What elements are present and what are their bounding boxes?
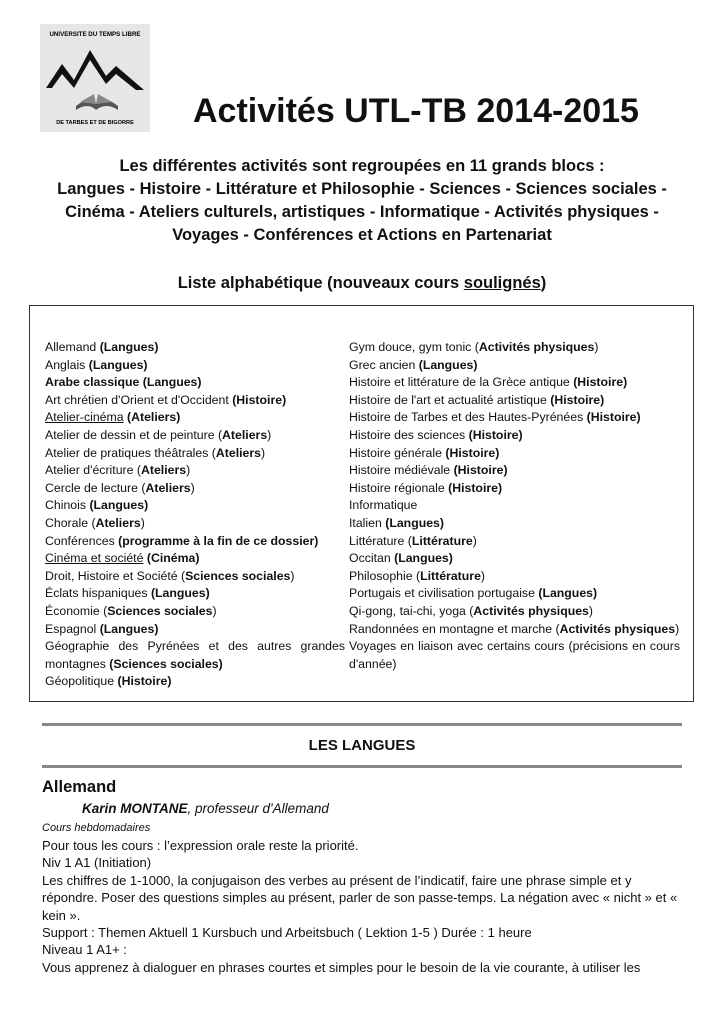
activity-item: Histoire générale (Histoire) <box>349 445 500 460</box>
description-line: Support : Themen Aktuell 1 Kursbuch und Arbeitsbuch ( Lektion 1-5 ) Durée : 1 heure <box>42 925 532 941</box>
course-heading: Allemand <box>42 778 117 796</box>
activity-item: Atelier de dessin et de peinture (Ateliers) <box>45 427 272 442</box>
section-rule-top <box>42 723 682 726</box>
course-frequency: Cours hebdomadaires <box>42 822 151 834</box>
section-rule-bottom <box>42 765 682 768</box>
description-line: Pour tous les cours : l’expression orale reste la priorité. <box>42 838 359 853</box>
activity-item: Informatique <box>349 498 418 513</box>
activities-right-column <box>349 339 680 673</box>
activity-item: Géopolitique (Histoire) <box>45 674 172 689</box>
activity-item: Chorale (Ateliers) <box>45 515 145 530</box>
page-title: Activités UTL-TB 2014-2015 <box>193 92 639 130</box>
activity-item: Histoire de l'art et actualité artistique (Histoire) <box>349 392 605 407</box>
logo-bottom-text: DE TARBES ET DE BIGORRE <box>56 120 134 126</box>
activity-item: Éclats hispaniques (Langues) <box>45 586 210 601</box>
description-line: Niveau 1 A1+ : <box>42 942 127 958</box>
activity-item: Allemand (Langues) <box>45 340 159 354</box>
activity-item: Qi-gong, tai-chi, yoga (Activités physiques) <box>349 603 594 618</box>
activity-item: Atelier d'écriture (Ateliers) <box>45 463 191 478</box>
activities-box <box>29 305 694 702</box>
intro-lead: Les différentes activités sont regroupées en 11 grands blocs : <box>119 157 605 175</box>
intro-blocks: Langues - Histoire - Littérature et Philosophie - Sciences - Sciences sociales - Cinéma - Ateliers culturels, artistiques - Informatique - Activités physiques - Voyages - Conférences et Actions en Partenariat <box>57 180 667 244</box>
activity-item: Histoire et littérature de la Grèce antique (Histoire) <box>349 375 628 390</box>
list-heading-underlined: soulignés <box>463 274 541 292</box>
activity-item: Portugais et civilisation portugaise (Langues) <box>349 586 598 601</box>
activity-item: Grec ancien (Langues) <box>349 357 478 372</box>
list-heading-suffix: ) <box>540 274 547 292</box>
activity-item: Art chrétien d'Orient et d'Occident (Histoire) <box>45 392 287 407</box>
activity-item: Conférences (programme à la fin de ce dossier) <box>45 533 319 548</box>
activity-item: Économie (Sciences sociales) <box>45 603 217 618</box>
activity-item: Randonnées en montagne et marche (Activités physiques) <box>349 621 680 636</box>
activity-item: Histoire des sciences (Histoire) <box>349 427 523 442</box>
activities-left-column <box>45 339 345 691</box>
description-line: Niv 1 A1 (Initiation) <box>42 855 152 871</box>
activity-item: Occitan (Langues) <box>349 551 453 566</box>
logo-top-text: UNIVERSITE DU TEMPS LIBRE <box>49 31 141 38</box>
activity-item: Littérature (Littérature) <box>349 533 477 548</box>
description-line: Les chiffres de 1-1000, la conjugaison des verbes au présent de l’indicatif, faire une phrase simple et y répondre. Poser des questions simples au présent, parler de son passe-temps. La négation avec « nicht » et « kein ». <box>42 872 678 923</box>
list-heading <box>0 274 724 293</box>
list-heading-prefix: Liste alphabétique (nouveaux cours <box>177 274 464 292</box>
activity-item: Droit, Histoire et Société (Sciences sociales) <box>45 568 295 583</box>
activity-item-new: Cinéma et société (Cinéma) <box>45 551 200 566</box>
activity-item: Voyages en liaison avec certains cours (précisions en cours d'année) <box>349 639 680 671</box>
teacher-line <box>82 801 722 816</box>
activity-item: Anglais (Langues) <box>45 357 148 372</box>
teacher-role: , professeur d'Allemand <box>187 801 329 816</box>
activity-item: Atelier de pratiques théâtrales (Ateliers) <box>45 445 266 460</box>
course-description <box>42 837 682 976</box>
activity-item: Histoire médiévale (Histoire) <box>349 463 508 478</box>
activity-item: Géographie des Pyrénées et des autres grandes montagnes (Sciences sociales) <box>45 639 345 671</box>
activity-item: Cercle de lecture (Ateliers) <box>45 480 195 495</box>
activity-item: Histoire régionale (Histoire) <box>349 480 503 495</box>
activity-item: Espagnol (Langues) <box>45 621 159 636</box>
activity-item: Gym douce, gym tonic (Activités physiques) <box>349 340 599 354</box>
intro-paragraph <box>40 155 684 247</box>
activity-item: Chinois (Langues) <box>45 498 149 513</box>
activity-item-new: Atelier-cinéma (Ateliers) <box>45 410 181 425</box>
description-line: Vous apprenez à dialoguer en phrases courtes et simples pour le besoin de la vie courante, à utiliser les <box>42 959 641 975</box>
section-title: LES LANGUES <box>308 737 416 754</box>
activity-item: Italien (Langues) <box>349 515 444 530</box>
activity-item: Histoire de Tarbes et des Hautes-Pyrénées (Histoire) <box>349 410 641 425</box>
teacher-name: Karin MONTANE <box>82 801 188 816</box>
activity-item: Philosophie (Littérature) <box>349 568 486 583</box>
activity-item: Arabe classique (Langues) <box>45 375 202 390</box>
